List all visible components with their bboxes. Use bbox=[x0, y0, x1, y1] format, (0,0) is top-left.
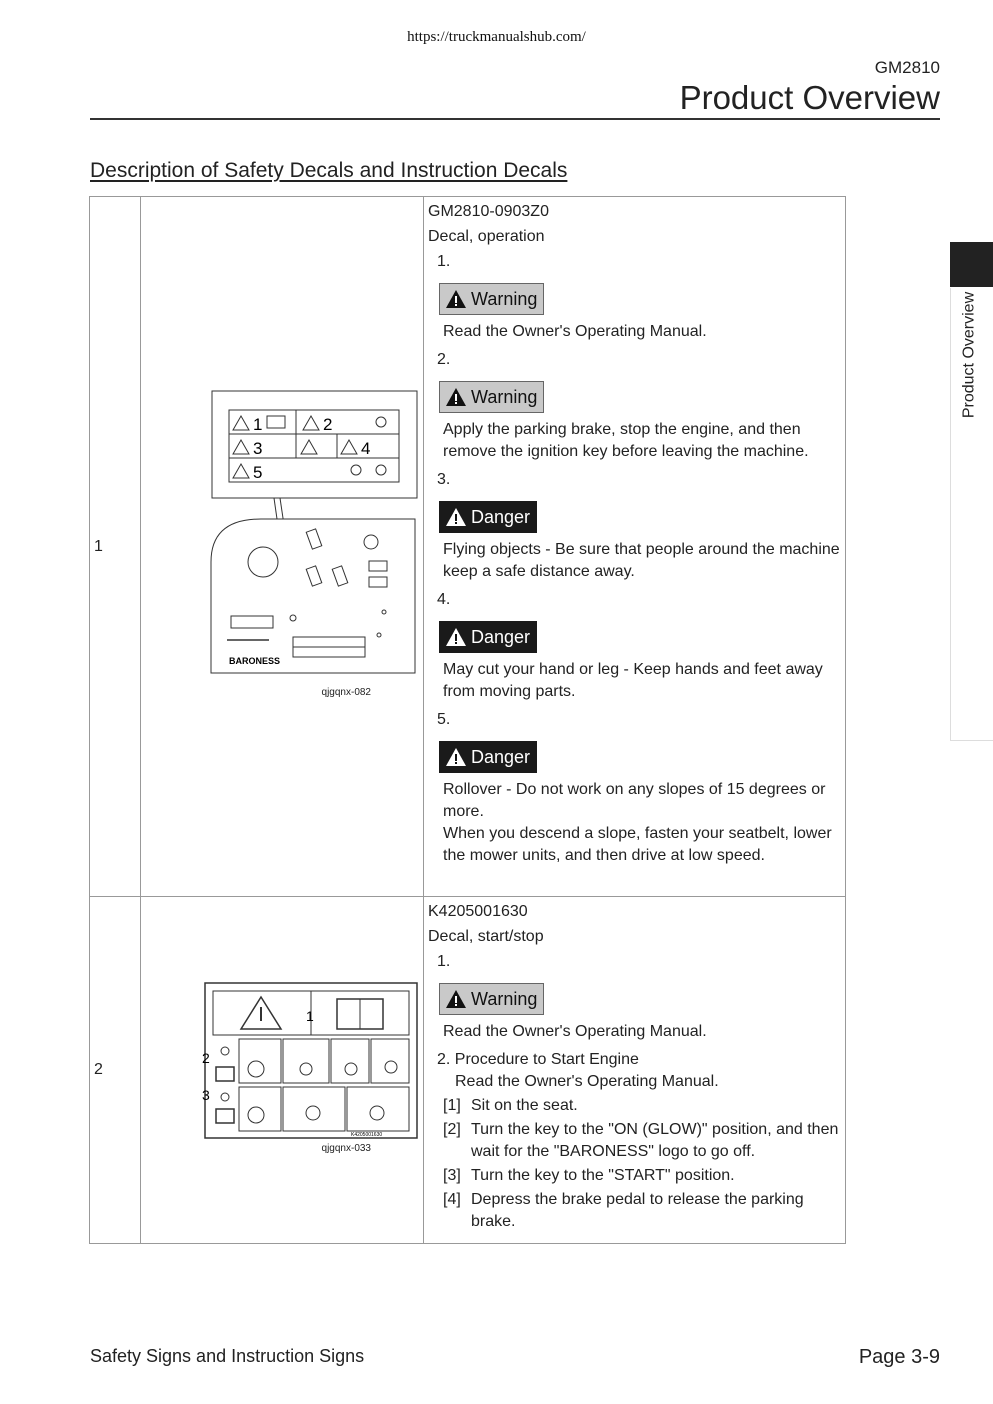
procedure-step bbox=[443, 1165, 841, 1187]
step-number: [1] bbox=[443, 1097, 461, 1114]
side-tab-label: Product Overview bbox=[960, 291, 978, 419]
source-url[interactable]: https://truckmanualshub.com/ bbox=[407, 29, 586, 45]
item-text-continued: When you descend a slope, fasten your seatbelt, lower the mower units, and then drive at low speed. bbox=[443, 825, 832, 864]
section-title: Description of Safety Decals and Instruction Decals bbox=[90, 159, 568, 182]
image-caption: qjgqnx-033 bbox=[321, 1143, 371, 1154]
warning-badge bbox=[439, 983, 544, 1015]
row-number: 1 bbox=[90, 197, 141, 897]
decal-label: 2 bbox=[323, 415, 333, 434]
item-text: Apply the parking brake, stop the engine, and then remove the ignition key before leaving the machine. bbox=[443, 421, 809, 460]
warning-badge bbox=[439, 283, 544, 315]
danger-badge bbox=[439, 501, 537, 533]
decal-label: 3 bbox=[202, 1087, 210, 1103]
side-tab[interactable] bbox=[950, 288, 986, 423]
decal-label: 2 bbox=[202, 1050, 210, 1066]
warning-badge bbox=[439, 381, 544, 413]
procedure-step bbox=[443, 1119, 841, 1163]
decal-image-cell bbox=[141, 197, 424, 897]
step-number: [3] bbox=[443, 1167, 461, 1184]
badge-label: Danger bbox=[471, 507, 531, 527]
item-text: May cut your hand or leg - Keep hands and feet away from moving parts. bbox=[443, 661, 823, 700]
item-number: 2. bbox=[437, 351, 451, 368]
danger-badge bbox=[439, 621, 537, 653]
item-text: Read the Owner's Operating Manual. bbox=[443, 323, 707, 340]
decal-name: Decal, operation bbox=[428, 228, 545, 245]
warning-icon bbox=[445, 387, 467, 407]
decal-label: 1 bbox=[306, 1008, 314, 1024]
decal-code: K4205001630 bbox=[428, 903, 528, 920]
danger-icon bbox=[445, 747, 467, 767]
step-text: Depress the brake pedal to release the parking brake. bbox=[471, 1191, 804, 1230]
decal-name: Decal, start/stop bbox=[428, 928, 544, 945]
decal-image-cell bbox=[141, 897, 424, 1244]
danger-badge bbox=[439, 741, 537, 773]
procedure-subtitle: Read the Owner's Operating Manual. bbox=[455, 1073, 719, 1090]
badge-label: Warning bbox=[471, 989, 538, 1009]
image-caption: qjgqnx-082 bbox=[321, 687, 371, 698]
danger-icon bbox=[445, 627, 467, 647]
badge-label: Danger bbox=[471, 747, 531, 767]
header-divider bbox=[90, 118, 940, 120]
decal-label: 3 bbox=[253, 439, 263, 458]
procedure-step bbox=[443, 1189, 841, 1233]
warning-icon bbox=[445, 289, 467, 309]
table-row bbox=[90, 197, 846, 897]
decal-brand: BARONESS bbox=[229, 656, 281, 666]
item-number: 5. bbox=[437, 711, 451, 728]
decal-label: 1 bbox=[253, 415, 263, 434]
table-row bbox=[90, 897, 846, 1244]
danger-icon bbox=[445, 507, 467, 527]
warning-icon bbox=[445, 989, 467, 1009]
decal-small-code: K4205001630 bbox=[351, 1132, 383, 1138]
side-tab-marker bbox=[950, 242, 993, 287]
decal-description bbox=[424, 197, 846, 897]
item-number: 1. bbox=[437, 253, 451, 270]
side-tab-border bbox=[950, 288, 951, 740]
step-number: [4] bbox=[443, 1191, 461, 1208]
decal-label: 5 bbox=[253, 463, 263, 482]
step-text: Sit on the seat. bbox=[471, 1097, 578, 1114]
decal-operation-illustration bbox=[141, 197, 423, 896]
item-number: 4. bbox=[437, 591, 451, 608]
item-number: 3. bbox=[437, 471, 451, 488]
model-number: GM2810 bbox=[874, 58, 940, 77]
item-text: Flying objects - Be sure that people around the machine keep a safe distance away. bbox=[443, 541, 840, 580]
item-text: Read the Owner's Operating Manual. bbox=[443, 1023, 707, 1040]
item-number: 1. bbox=[437, 953, 451, 970]
procedure-step bbox=[443, 1095, 841, 1117]
item-text: Rollover - Do not work on any slopes of 15 degrees or more. bbox=[443, 781, 826, 820]
step-number: [2] bbox=[443, 1121, 461, 1138]
decals-table bbox=[89, 196, 846, 1244]
footer-section-name: Safety Signs and Instruction Signs bbox=[90, 1346, 365, 1366]
decal-code: GM2810-0903Z0 bbox=[428, 203, 549, 220]
decal-start-stop-illustration bbox=[141, 897, 423, 1243]
badge-label: Warning bbox=[471, 289, 538, 309]
procedure-title: 2. Procedure to Start Engine bbox=[437, 1051, 639, 1068]
side-tab-border-bottom bbox=[950, 740, 993, 741]
decal-label: 4 bbox=[361, 439, 371, 458]
decal-description bbox=[424, 897, 846, 1244]
row-number: 2 bbox=[90, 897, 141, 1244]
step-text: Turn the key to the "ON (GLOW)" position, and then wait for the "BARONESS" logo to go off. bbox=[471, 1121, 839, 1160]
badge-label: Warning bbox=[471, 387, 538, 407]
step-text: Turn the key to the "START" position. bbox=[471, 1167, 735, 1184]
page-title: Product Overview bbox=[679, 79, 940, 116]
badge-label: Danger bbox=[471, 627, 531, 647]
page-number: Page 3-9 bbox=[858, 1346, 940, 1368]
